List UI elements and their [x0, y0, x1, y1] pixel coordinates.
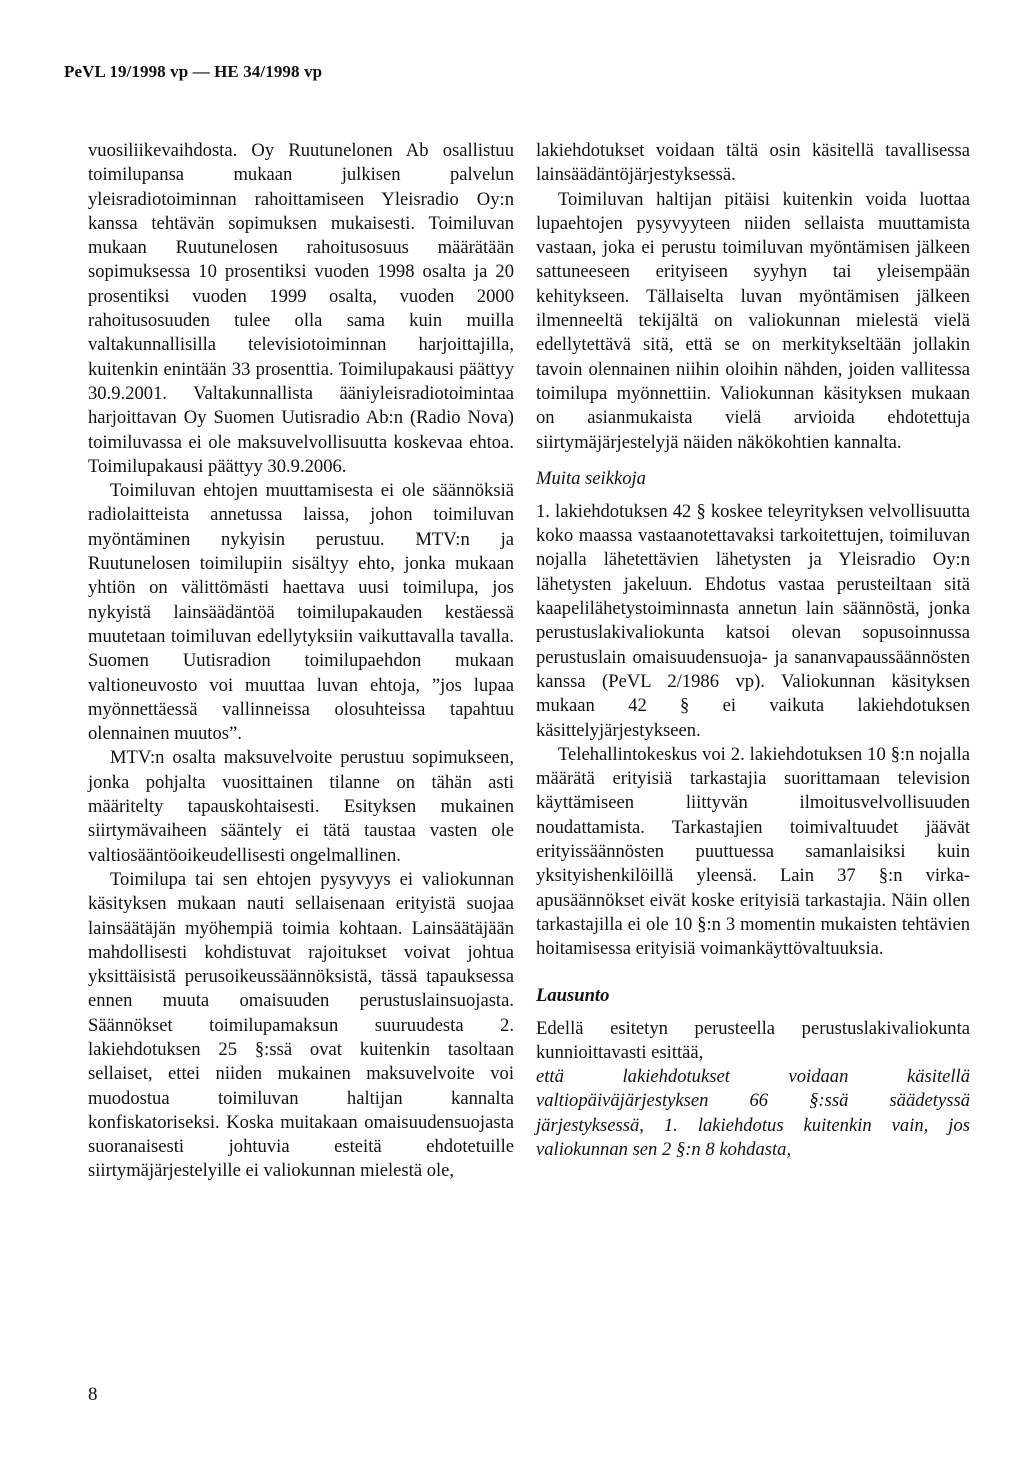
paragraph: 1. lakiehdotuksen 42 § koskee teleyrityksen velvollisuutta koko maassa vastaanotettavaksi tarkoitettujen, toimiluvan nojalla lähetettävien lähetysten ja Yleisradio Oy:n lähetysten jakeluun. Ehdotus vastaa perusteiltaan sitä kaapelilähetystoiminnasta annetun lain säännöstä, jonka perustuslakivaliokunta katsoi olevan sopusoinnussa perustuslain omaisuudensuoja- ja sananvapaussäännösten kanssa (PeVL 2/1986 vp). Valiokunnan käsityksen mukaan 42 § ei vaikuta lakiehdotuksen käsittelyjärjestykseen.	[536, 500, 970, 741]
page-number: 8	[88, 1384, 98, 1405]
running-header: PeVL 19/1998 vp — HE 34/1998 vp	[64, 62, 323, 81]
left-column	[88, 139, 514, 1184]
section-heading-muita-seikkoja: Muita seikkoja	[536, 467, 646, 489]
right-column	[536, 139, 970, 1162]
statement-quote: että lakiehdotukset voidaan käsitellä valtiopäiväjärjestyksen 66 §:ssä säädetyssä järjestyksessä, 1. lakiehdotus kuitenkin vain, jos valiokunnan sen 2 §:n 8 kohdasta,	[536, 1066, 970, 1160]
paragraph: Toimiluvan haltijan pitäisi kuitenkin voida luottaa lupaehtojen pysyvyyteen niiden sellaista muuttamista vastaan, joka ei perustu toimiluvan myöntämisen jälkeen sattuneeseen erityiseen syyhyn tai yleisempään kehitykseen. Tällaiselta luvan myöntämisen jälkeen ilmenneeltä tekijältä on valiokunnan mielestä vielä edellytettävä sitä, että se on merkitykseltään jollakin tavoin olennainen niihin oloihin nähden, joiden vallitessa toimilupa myönnettiin. Valiokunnan käsityksen mukaan on asianmukaista vielä arvioida ehdotettuja siirtymäjärjestelyjä näiden näkökohtien kannalta.	[536, 188, 970, 453]
paragraph: Toimiluvan ehtojen muuttamisesta ei ole säännöksiä radiolaitteista annetussa laissa, johon toimiluvan myöntäminen nykyisin perustuu. MTV:n ja Ruutunelosen toimilupiin sisältyy ehto, jonka mukaan yhtiön on välittömästi haettava uusi toimilupa, jos nykyistä lainsäädäntöä toimilupakauden kestäessä muutetaan toimiluvan edellytyksiin vaikuttavalla tavalla. Suomen Uutisradion toimilupaehdon mukaan valtioneuvosto voi muuttaa luvan ehtoja, ”jos lupaa myönnettäessä vallinneissa olosuhteissa tapahtuu olennainen muutos”.	[88, 480, 514, 745]
paragraph: MTV:n osalta maksuvelvoite perustuu sopimukseen, jonka pohjalta vuosittainen tilanne on tähän asti määritelty tapauskohtaisesti. Esityksen mukainen siirtymävaiheen sääntely ei tätä taustaa vasten ole valtiosääntöoikeudellisesti ongelmallinen.	[88, 747, 514, 866]
paragraph: lakiehdotukset voidaan tältä osin käsitellä tavallisessa lainsäädäntöjärjestyksessä.	[536, 140, 970, 186]
paragraph: Edellä esitetyn perusteella perustuslakivaliokunta kunnioittavasti esittää,	[536, 1017, 970, 1063]
section-heading-lausunto: Lausunto	[536, 984, 610, 1006]
paragraph: Telehallintokeskus voi 2. lakiehdotuksen 10 §:n nojalla määrätä erityisiä tarkastajia suorittamaan television käyttämiseen liittyvän ilmoitusvelvollisuuden noudattamista. Tarkastajien toimivaltuudet jäävät erityissäännösten puuttuessa samanlaisiksi kuin yksityishenkilöillä yleensä. Lain 37 §:n virka-apusäännökset eivät koske erityisiä tarkastajia. Näin ollen tarkastajilla ei ole 10 §:n 3 momentin mukaisten tehtävien hoitamisessa erityisiä voimankäyttövaltuuksia.	[536, 743, 970, 960]
paragraph: Toimilupa tai sen ehtojen pysyvyys ei valiokunnan käsityksen mukaan nauti sellaisenaan erityistä suojaa lainsäätäjän myöhempiä toimia kohtaan. Lainsäätäjään mahdollisesti kohdistuvat rajoitukset voivat johtua yksittäisistä perusoikeussäännöksistä, tässä tapauksessa ennen muuta omaisuuden perustuslainsuojasta. Säännökset toimilupamaksun suuruudesta 2. lakiehdotuksen 25 §:ssä ovat kuitenkin tasoltaan sellaiset, ettei niiden mukainen maksuvelvoite voi muodostua toimiluvan haltijan kannalta konfiskatoriseksi. Koska muitakaan omaisuudensuojasta suoranaisesti johtuvia esteitä ehdotetuille siirtymäjärjestelyille ei valiokunnan mielestä ole,	[88, 868, 514, 1182]
paragraph: vuosiliikevaihdosta. Oy Ruutunelonen Ab osallistuu toimilupansa mukaan julkisen palvelun yleisradiotoiminnan rahoittamiseen Yleisradio Oy:n kanssa tehtävän sopimuksen mukaisesti. Toimiluvan mukaan Ruutunelosen rahoitusosuus määrätään sopimuksessa 10 prosentiksi vuoden 1998 osalta ja 20 prosentiksi vuoden 1999 osalta, vuoden 2000 rahoitusosuuden tulee olla sama kuin muilla valtakunnallisilla televisiotoiminnan harjoittajilla, kuitenkin enintään 33 prosenttia. Toimilupakausi päättyy 30.9.2001. Valtakunnallista ääniyleisradiotoimintaa harjoittavan Oy Suomen Uutisradio Ab:n (Radio Nova) toimiluvassa ei ole maksuvelvollisuutta koskevaa ehtoa. Toimilupakausi päättyy 30.9.2006.	[88, 140, 514, 477]
